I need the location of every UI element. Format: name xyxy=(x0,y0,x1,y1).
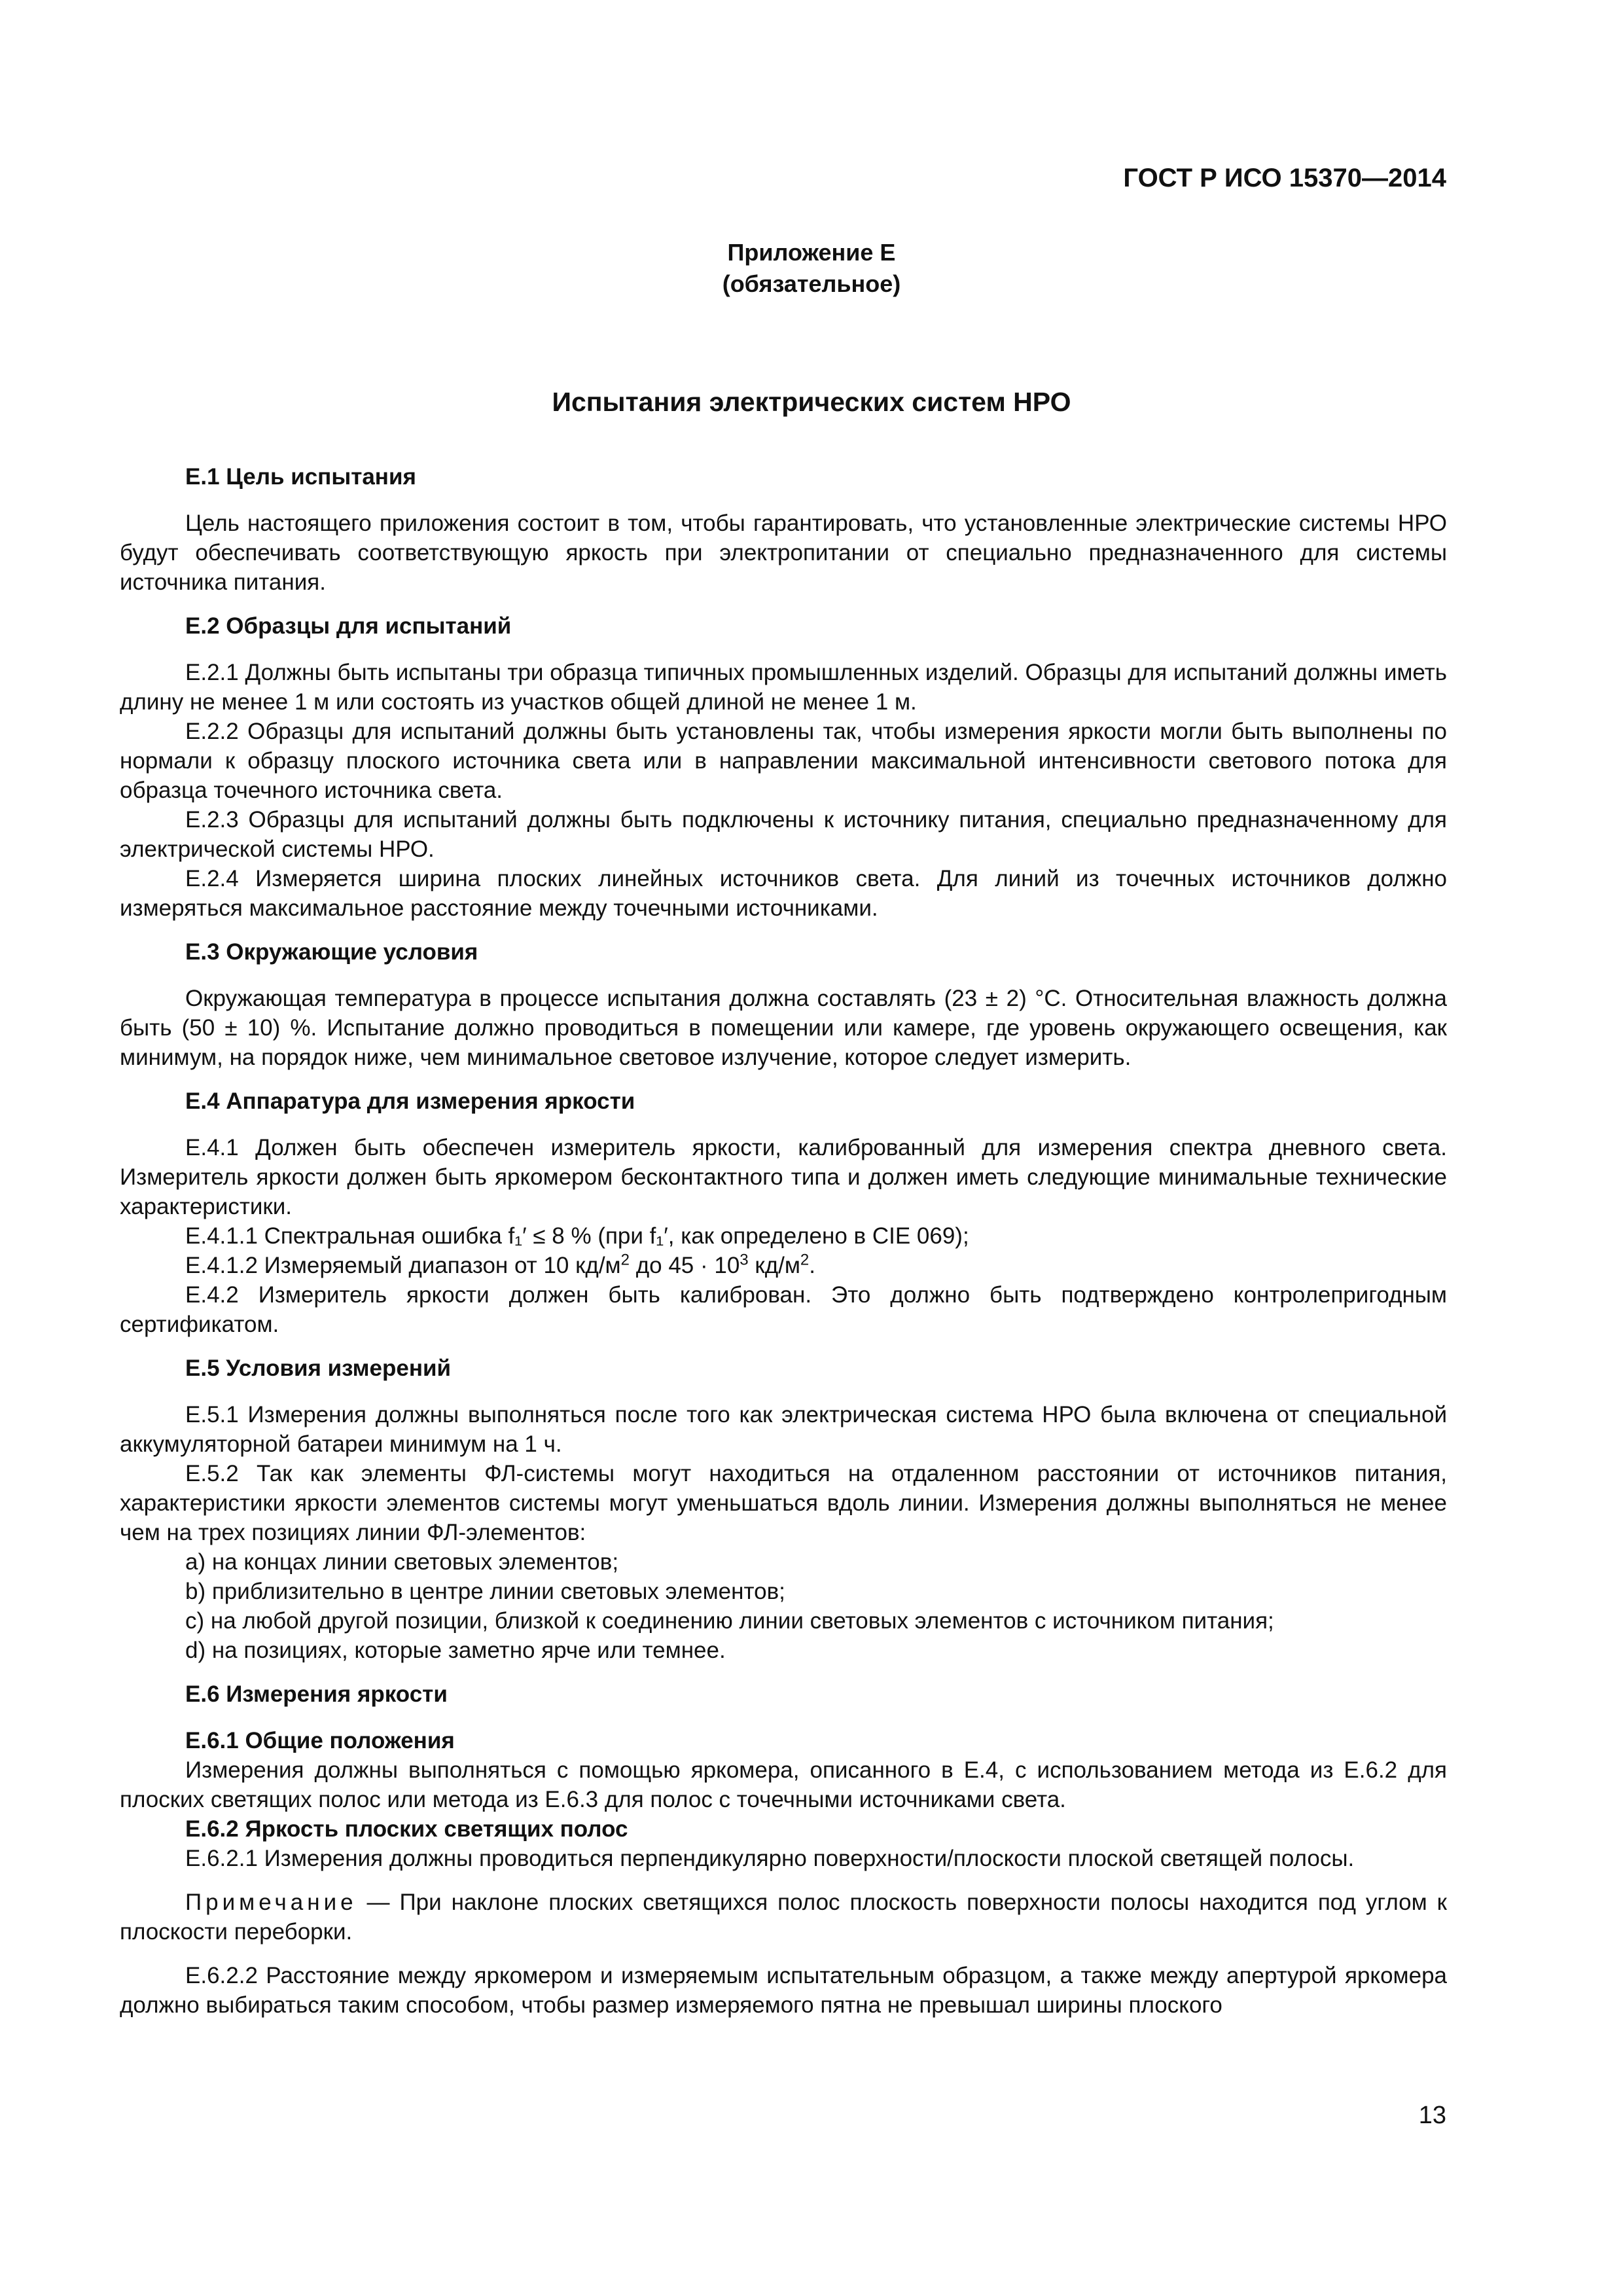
list-item: c) на любой другой позиции, близкой к соединению линии световых элементов с источником питания; xyxy=(185,1608,1274,1634)
para-e2-1: Е.2.1 Должны быть испытаны три образца типичных промышленных изделий. Образцы для испытаний должны иметь длину не менее 1 м или состоять из участков общей длиной не менее 1 м. xyxy=(120,660,1447,715)
para-e4-2: Е.4.2 Измеритель яркости должен быть калиброван. Это должно быть подтверждено контролепригодным сертификатом. xyxy=(120,1282,1447,1337)
section-e1-text: Цель настоящего приложения состоит в том, чтобы гарантировать, что установленные электрические системы НРО будут обеспечивать соответствующую яркость при электропитании от специально предназначенного для системы источника питания. xyxy=(120,511,1447,595)
section-e5-heading: Е.5 Условия измерений xyxy=(185,1355,452,1381)
annex-title: Приложение Е xyxy=(727,239,896,266)
standard-designation: ГОСТ Р ИСО 15370—2014 xyxy=(1123,164,1446,192)
section-e3-text: Окружающая температура в процессе испытания должна составлять (23 ± 2) °С. Относительная влажность должна быть (50 ± 10) %. Испытание должно проводиться в помещении или камере, где уровень окружающего освещения, как минимум, на порядок ниже, чем минимальное световое излучение, которое следует измерить. xyxy=(120,986,1447,1070)
note-label: Примечание xyxy=(185,1890,357,1915)
para-e5-2: Е.5.2 Так как элементы ФЛ-системы могут находиться на отдаленном расстоянии от источников питания, характеристики яркости элементов системы могут уменьшаться вдоль линии. Измерения должны выполняться не менее чем на трех позициях линии ФЛ-элементов: xyxy=(120,1461,1447,1545)
page-number: 13 xyxy=(1418,2102,1446,2129)
section-e1-heading: Е.1 Цель испытания xyxy=(185,464,416,490)
section-e3-heading: Е.3 Окружающие условия xyxy=(185,939,478,965)
document-title: Испытания электрических систем НРО xyxy=(552,387,1071,417)
section-e2-heading: Е.2 Образцы для испытаний xyxy=(185,613,512,639)
para-e2-3: Е.2.3 Образцы для испытаний должны быть подключены к источнику питания, специально предназначенному для электрической системы НРО. xyxy=(120,807,1447,862)
para-e2-2: Е.2.2 Образцы для испытаний должны быть установлены так, чтобы измерения яркости могли быть выполнены по нормали к образцу плоского источника света или в направлении максимальной интенсивности светового потока для образца точечного источника света. xyxy=(120,719,1447,803)
para-e6-2-2: Е.6.2.2 Расстояние между яркомером и измеряемым испытательным образцом, а также между апертурой яркомера должно выбираться таким способом, чтобы размер измеряемого пятна не превышал ширины плоского xyxy=(120,1963,1447,2018)
para-e4-1-2: Е.4.1.2 Измеряемый диапазон от 10 $кд/м^2$ до $45 \cdot 10^3$ $кд/м^2$. xyxy=(185,1251,815,1278)
note-text: — При наклоне плоских светящихся полос плоскость поверхности полосы находится под углом к плоскости переборки. xyxy=(120,1890,1447,1945)
para-e6-1: Измерения должны выполняться с помощью яркомера, описанного в Е.4, с использованием метода из Е.6.2 для плоских светящих полос или метода из Е.6.3 для полос с точечными источниками света. xyxy=(120,1757,1447,1812)
subsection-e6-1-heading: Е.6.1 Общие положения xyxy=(185,1728,455,1753)
body-content xyxy=(120,462,1447,2020)
para-e5-1: Е.5.1 Измерения должны выполняться после того как электрическая система НРО была включена от специальной аккумуляторной батареи минимум на 1 ч. xyxy=(120,1402,1447,1457)
subsection-e6-2-heading: Е.6.2 Яркость плоских светящих полос xyxy=(185,1816,628,1842)
section-e4-heading: Е.4 Аппаратура для измерения яркости xyxy=(185,1088,635,1114)
para-e4-1: Е.4.1 Должен быть обеспечен измеритель яркости, калиброванный для измерения спектра дневного света. Измеритель яркости должен быть яркомером бесконтактного типа и должен иметь следующие минимальные технические характеристики. xyxy=(120,1135,1447,1219)
list-item: d) на позициях, которые заметно ярче или темнее. xyxy=(185,1638,726,1663)
annex-heading xyxy=(0,237,1623,300)
list-item: b) приблизительно в центре линии световых элементов; xyxy=(185,1579,785,1604)
annex-type: (обязательное) xyxy=(722,270,901,297)
list-item: a) на концах линии световых элементов; xyxy=(185,1549,619,1575)
para-e6-2-1: Е.6.2.1 Измерения должны проводиться перпендикулярно поверхности/плоскости плоской светящей полосы. xyxy=(185,1846,1355,1871)
para-e4-1-1: Е.4.1.1 Спектральная ошибка f₁′ ≤ 8 % (при f₁′, как определено в CIE 069); xyxy=(185,1223,969,1249)
para-e2-4: Е.2.4 Измеряется ширина плоских линейных источников света. Для линий из точечных источников должно измеряться максимальное расстояние между точечными источниками. xyxy=(120,866,1447,921)
section-e6-heading: Е.6 Измерения яркости xyxy=(185,1681,448,1707)
note xyxy=(120,1888,1447,1946)
